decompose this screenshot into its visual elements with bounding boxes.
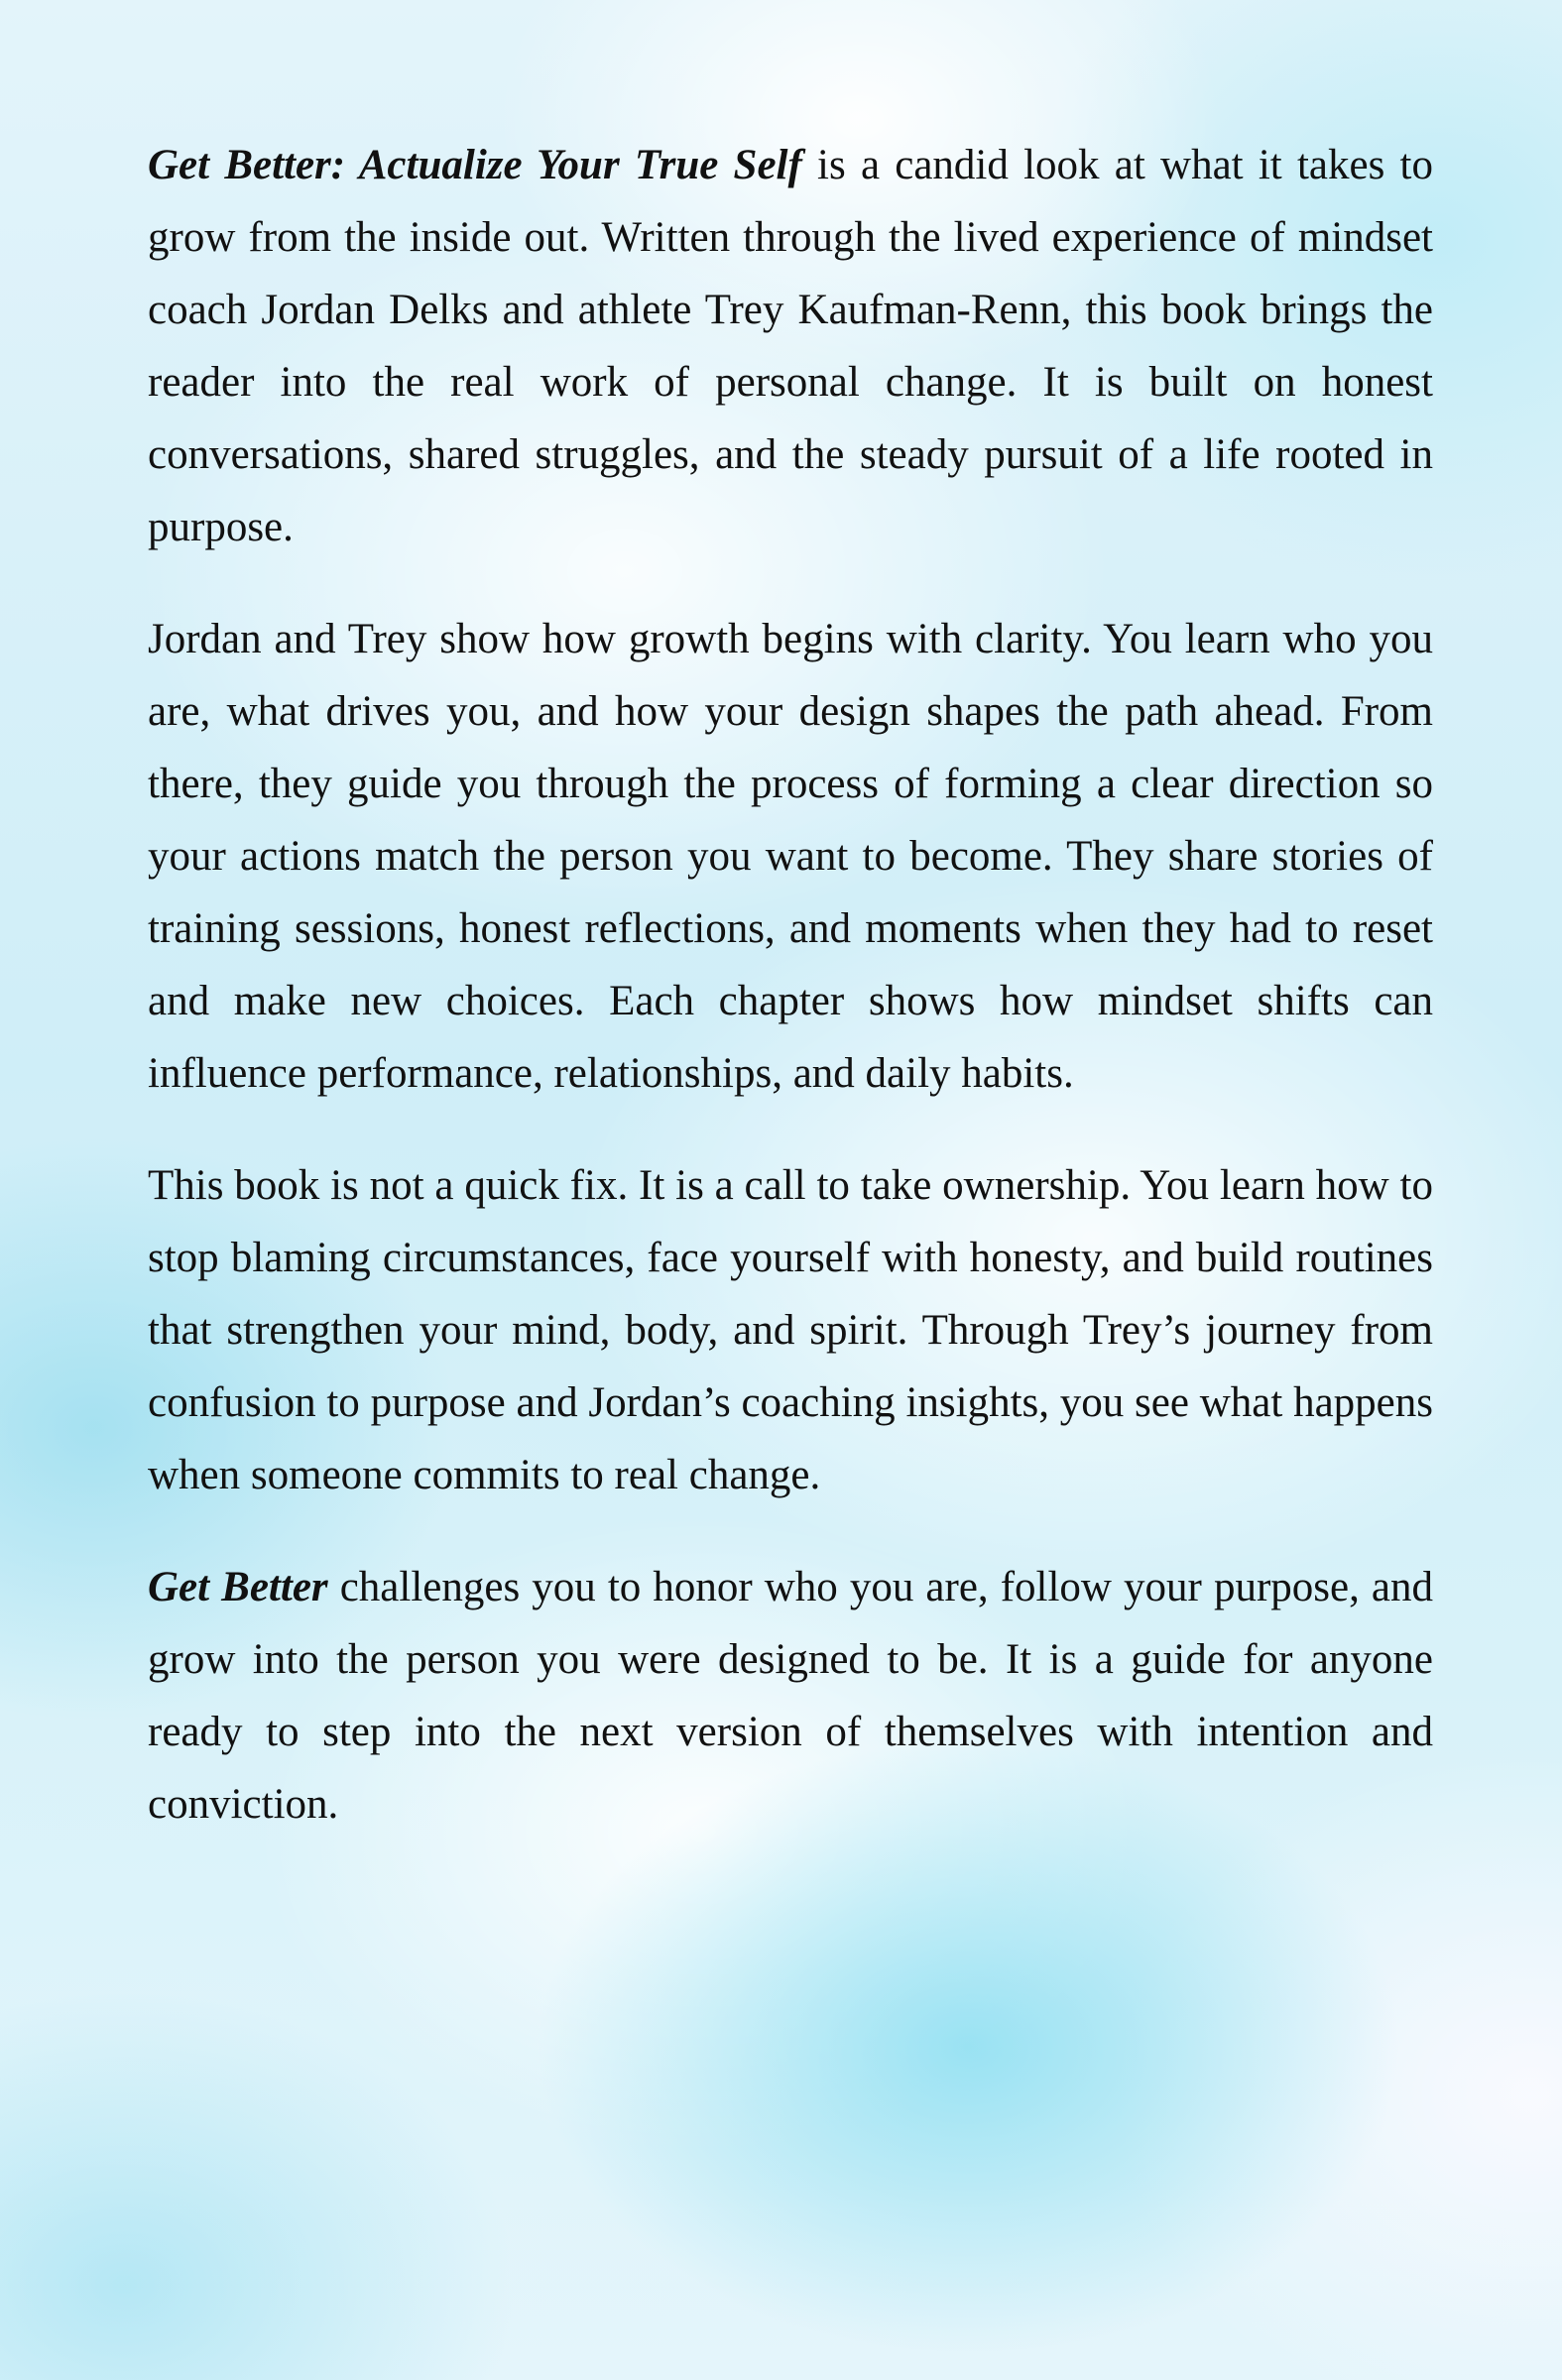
blurb-paragraph-1-text: is a candid look at what it takes to grow from the inside out. Written through the lived experience of mindset coach Jordan Delks and athlete Trey Kaufman-Renn, this book brings the reader into the real work of personal change. It is built on honest conversations, shared struggles, and the steady pursuit of a life rooted in purpose. [148,142,1434,550]
blurb-paragraph-1 [148,129,1433,563]
book-blurb [148,129,1433,1880]
blurb-paragraph-2: Jordan and Trey show how growth begins with clarity. You learn who you are, what drives you, and how your design shapes the path ahead. From there, they guide you through the process of forming a clear direction so your actions match the person you want to become. They share stories of training sessions, honest reflections, and moments when they had to reset and make new choices. Each chapter shows how mindset shifts can influence performance, relationships, and daily habits. [148,616,1433,1097]
blurb-paragraph-4-text: challenges you to honor who you are, follow your purpose, and grow into the person you were designed to be. It is a guide for anyone ready to step into the next version of themselves with intention and conviction. [148,1564,1433,1828]
book-title: Get Better: Actualize Your True Self [148,142,802,188]
blurb-paragraph-4 [148,1551,1433,1841]
book-title-short: Get Better [148,1564,328,1610]
blurb-paragraph-3: This book is not a quick fix. It is a call to take ownership. You learn how to stop blaming circumstances, face yourself with honesty, and build routines that strengthen your mind, body, and spirit. Through Trey’s journey from confusion to purpose and Jordan’s coaching insights, you see what happens when someone commits to real change. [148,1162,1433,1498]
